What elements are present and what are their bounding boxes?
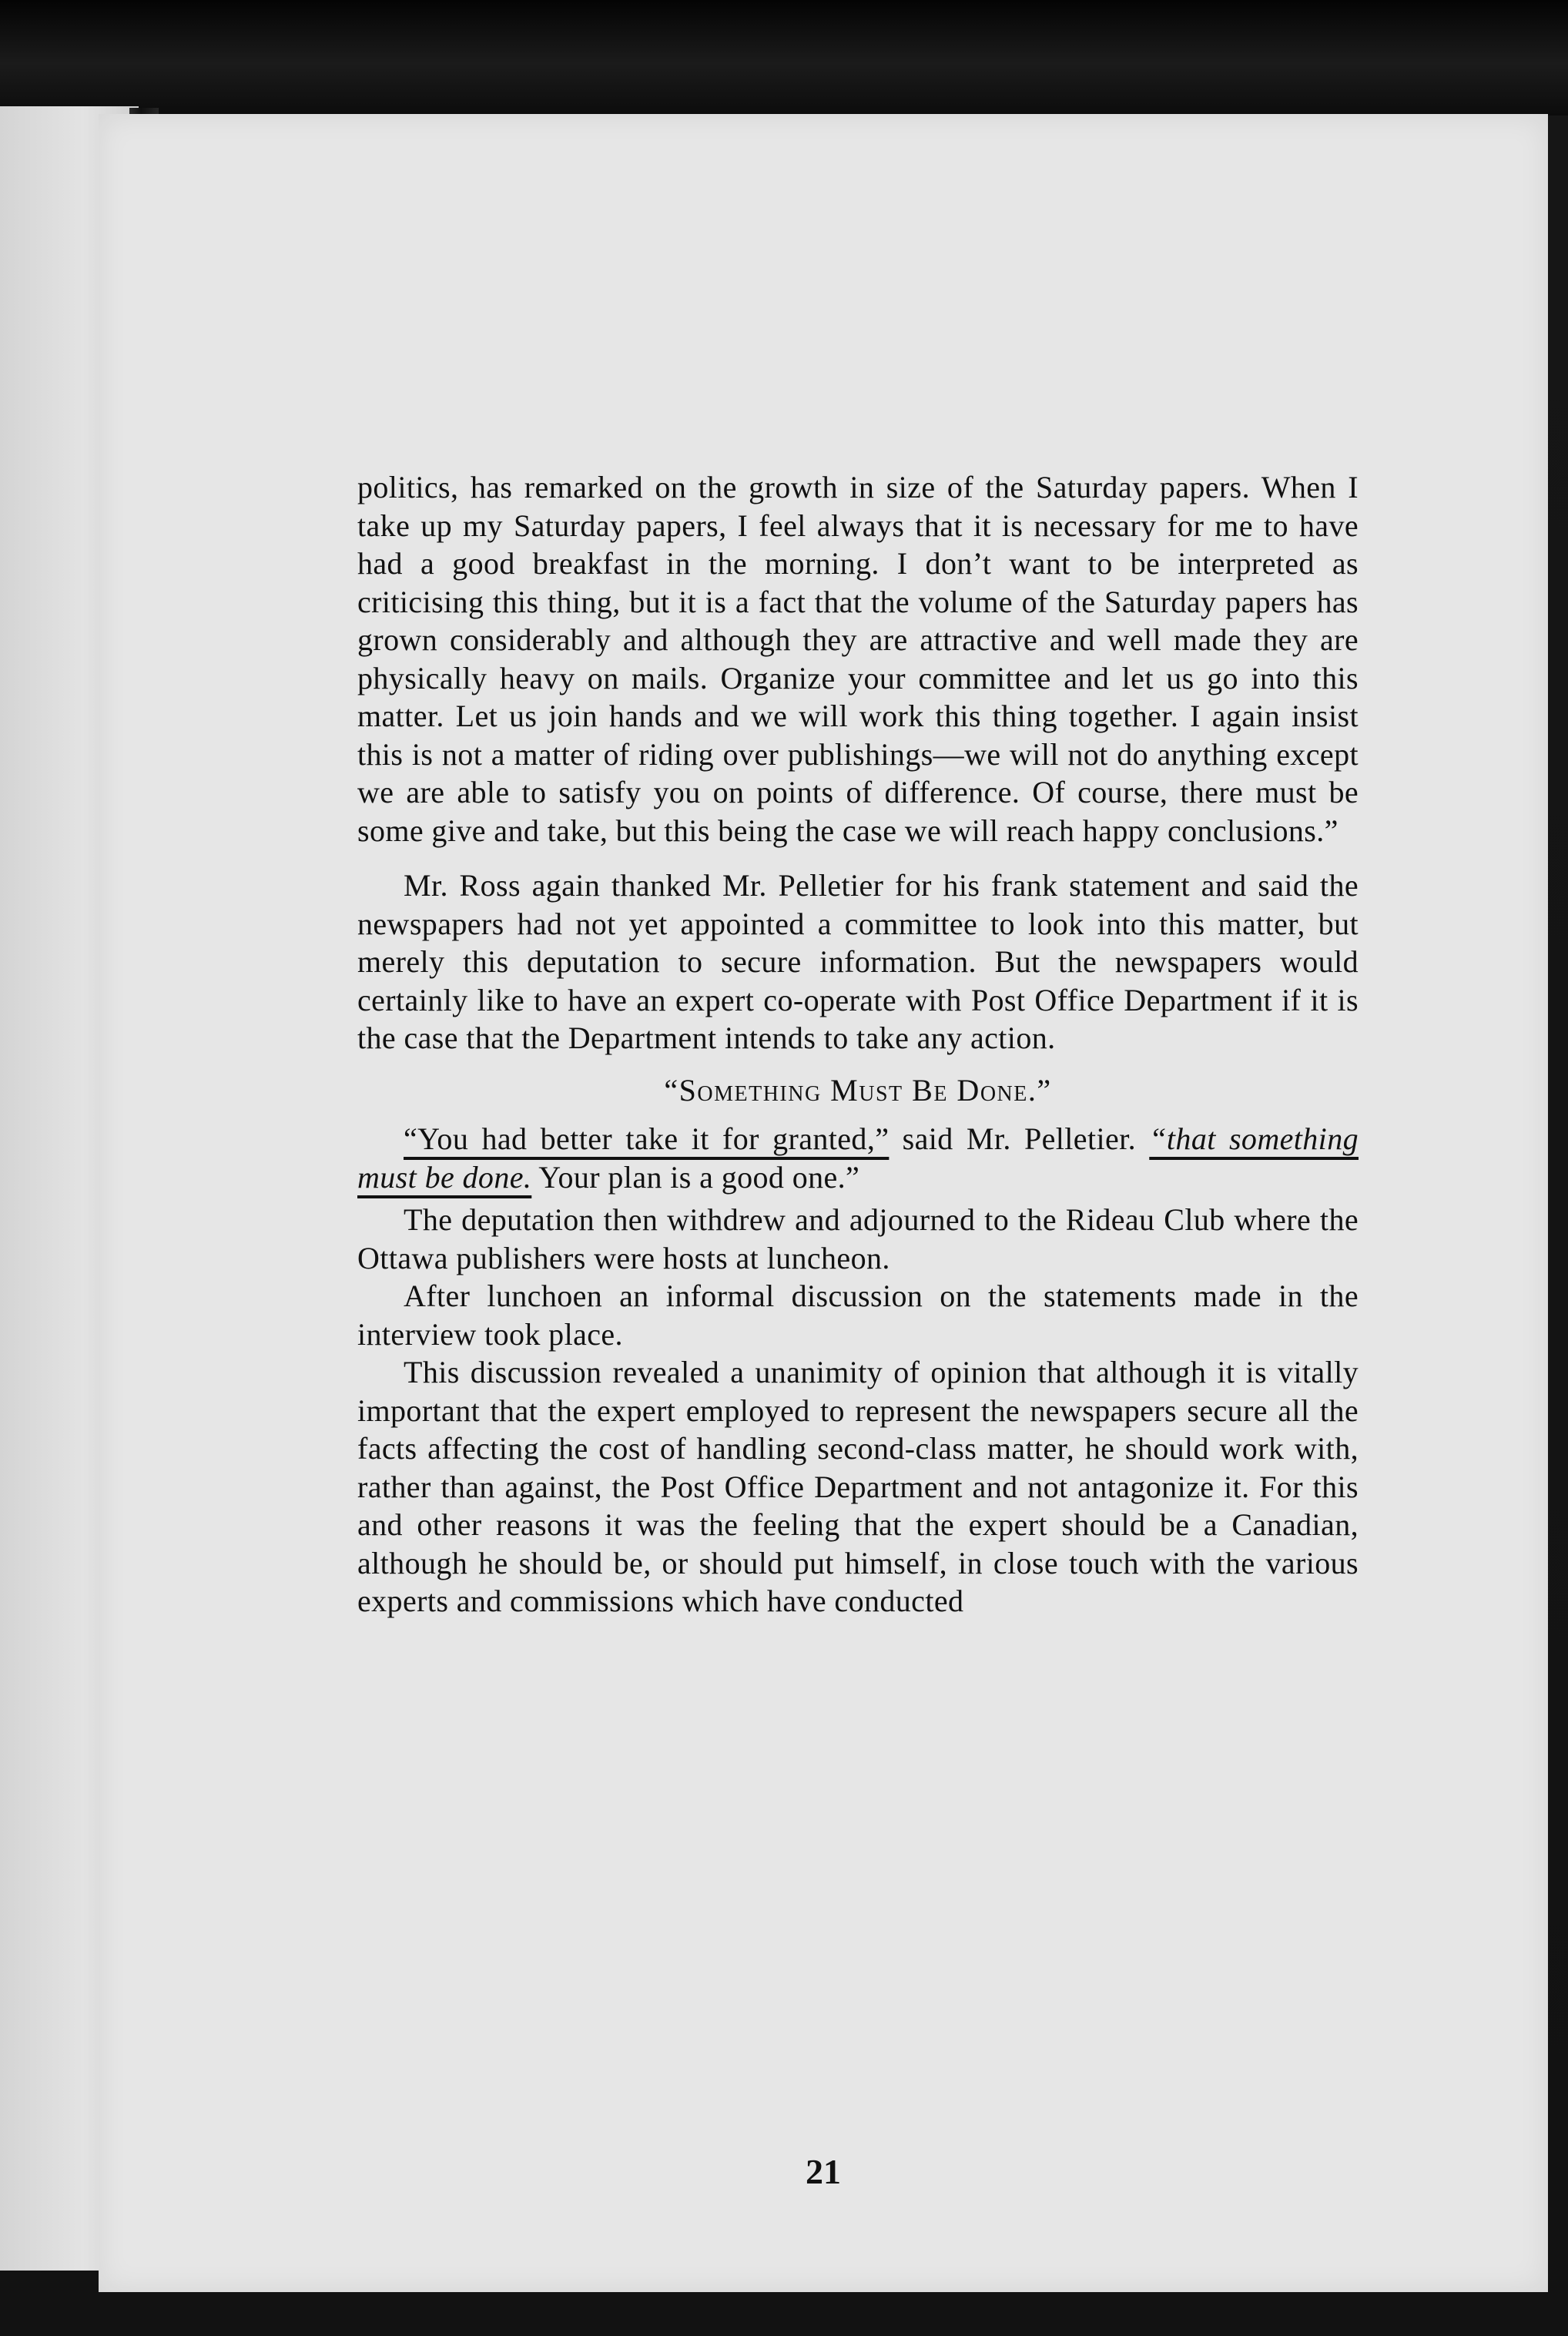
paragraph-luncheon: After lunchoen an informal discussion on the statements made in the interview took place. <box>357 1279 1359 1352</box>
quote-ending: Your plan is a good one.” <box>531 1159 860 1195</box>
paragraph-1: politics, has remarked on the growth in size of the Saturday papers. When I take up my Saturday papers, I feel always that it is necessary for me to have had a good breakfast in the morning. I don’t want to be interpreted as criticising this thing, but it is a fact that the volume of the Saturday papers has grown considerably and although they are attractive and well made they are physically heavy on mails. Organize your committee and let us go into this matter. Let us join hands and we will work this thing together. I again insist this is not a matter of riding over publishings—we will not do anything except we are able to satisfy you on points of difference. Of course, there must be some give and take, but this being the case we will reach happy conclusions.” <box>357 470 1359 848</box>
page-text-block <box>357 468 1359 1620</box>
paragraph-2: Mr. Ross again thanked Mr. Pelletier for his frank statement and said the newspapers had not yet appointed a committee to look into this matter, but merely this deputation to secure information. But the newspapers would certainly like to have an expert co-operate with Post Office Department if it is the case that the Department intends to take any action. <box>357 868 1359 1055</box>
scan-top-shadow <box>0 0 1568 116</box>
quote-underlined-part: “You had better take it for granted,” <box>404 1121 890 1156</box>
page-number: 21 <box>806 2152 841 2191</box>
paragraph-discussion: This discussion revealed a unanimity of opinion that although it is vitally important that the expert employed to represent the newspapers secure all the facts affecting the cost of handling second-class matter, he should work with, rather than against, the Post Office Department and not antagonize it. For this and other reasons it was the feeling that the expert should be a Canadian, although he should be, or should put himself, in close touch with the various experts and commissions which have conducted <box>357 1355 1359 1618</box>
quote-italic-part: “that something must be done. <box>357 1121 1359 1195</box>
quote-paragraph <box>357 1120 1359 1196</box>
book-page <box>99 114 1548 2292</box>
paragraph-deputation: The deputation then withdrew and adjourned to the Rideau Club where the Ottawa publishers were hosts at luncheon. <box>357 1202 1359 1275</box>
section-heading: “Something Must Be Done.” <box>664 1072 1052 1108</box>
quote-attribution: said Mr. Pelletier. <box>889 1121 1150 1156</box>
